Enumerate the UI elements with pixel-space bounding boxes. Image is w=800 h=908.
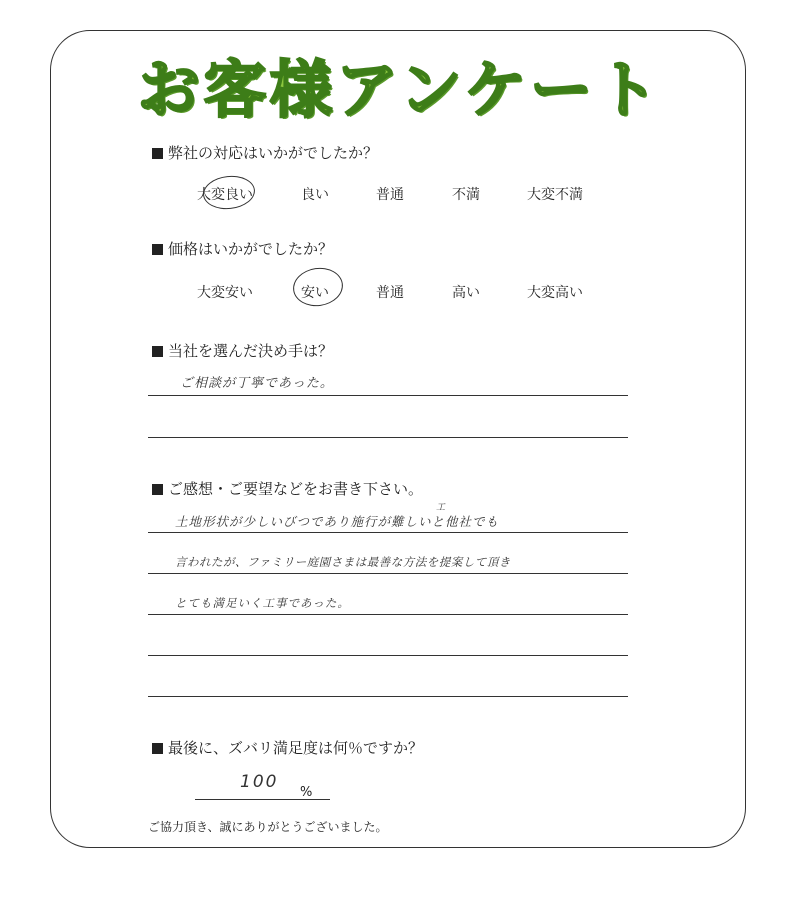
question-2-label: 価格はいかがでしたか？ <box>168 240 334 258</box>
question-2 <box>152 238 333 259</box>
question-4-label: ご感想・ご要望などをお書き下さい。 <box>168 480 424 498</box>
percent-answer-line <box>195 799 330 800</box>
answer-line <box>148 614 628 615</box>
bullet-square-icon <box>152 244 163 255</box>
q2-option-1[interactable]: 大変安い <box>197 285 253 301</box>
q4-answer-line-2: 言われたが、ファミリー庭園さまは最善な方法を提案して頂き <box>175 555 511 569</box>
question-3-label: 当社を選んだ決め手は？ <box>168 342 334 360</box>
question-3 <box>152 340 333 361</box>
satisfaction-value: 100 <box>240 772 279 792</box>
q1-option-1[interactable]: 大変良い <box>197 187 253 203</box>
answer-line <box>148 696 628 697</box>
q4-answer-line-3: とても満足いく工事であった。 <box>175 596 350 610</box>
question-4 <box>152 478 423 499</box>
q1-option-5[interactable]: 大変不満 <box>527 187 583 203</box>
q2-option-3[interactable]: 普通 <box>376 285 404 301</box>
question-1-label: 弊社の対応はいかがでしたか？ <box>168 144 379 162</box>
thank-you-note: ご協力頂き、誠にありがとうございました。 <box>148 820 388 834</box>
percent-sign: % <box>300 785 313 800</box>
answer-line <box>148 655 628 656</box>
bullet-square-icon <box>152 743 163 754</box>
q2-option-2[interactable]: 安い <box>301 285 329 301</box>
q2-option-4[interactable]: 高い <box>452 285 480 301</box>
answer-line <box>148 437 628 438</box>
q3-handwritten-answer: ご相談が丁寧であった。 <box>180 376 334 391</box>
answer-line <box>148 573 628 574</box>
question-1 <box>152 142 378 163</box>
question-5-label: 最後に、ズバリ満足度は何％ですか？ <box>168 739 424 757</box>
q1-option-3[interactable]: 普通 <box>376 187 404 203</box>
bullet-square-icon <box>152 148 163 159</box>
q1-option-4[interactable]: 不満 <box>452 187 480 203</box>
q4-answer-line-1: 土地形状が少しいびつであり施行が難しいと他社でも <box>175 514 500 529</box>
survey-title: お客様アンケート <box>137 53 663 126</box>
q4-correction-mark: 工 <box>436 503 446 513</box>
answer-line <box>148 395 628 396</box>
q1-option-2[interactable]: 良い <box>301 187 329 203</box>
bullet-square-icon <box>152 484 163 495</box>
question-5 <box>152 737 423 758</box>
q2-option-5[interactable]: 大変高い <box>527 285 583 301</box>
bullet-square-icon <box>152 346 163 357</box>
answer-line <box>148 532 628 533</box>
